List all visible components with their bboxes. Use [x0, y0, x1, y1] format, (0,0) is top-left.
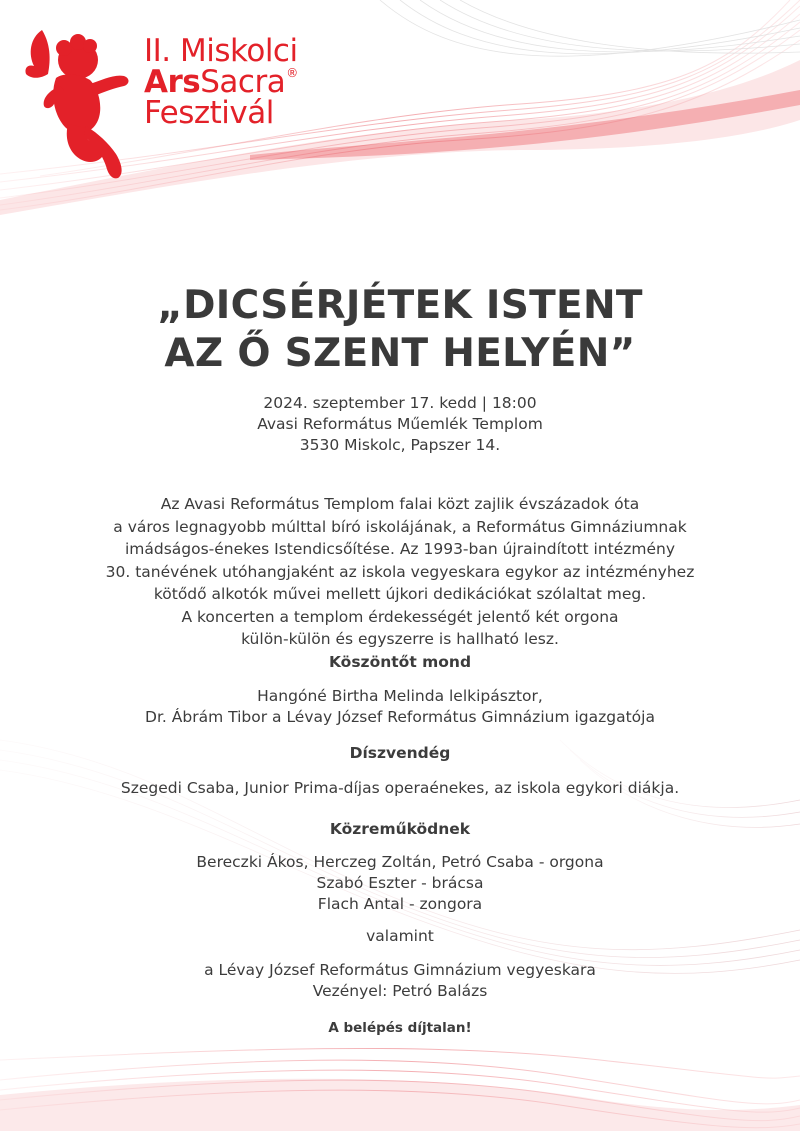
choir-line: a Lévay József Református Gimnázium vegyeskara [204, 961, 596, 979]
logo-ars: Ars [144, 64, 201, 100]
description-line: a város legnagyobb múlttal bíró iskolájának, a Református Gimnáziumnak [113, 517, 687, 536]
choir-block [0, 960, 800, 1002]
logo-wordmark [144, 33, 298, 131]
cherub-icon [20, 24, 140, 184]
performers-list [0, 852, 800, 915]
description-line: kötődő alkotók művei mellett újkori dedikációkat szólaltat meg. [153, 585, 647, 603]
free-entry-text: A belépés díjtalan! [328, 1020, 472, 1036]
description-line: külön-külön és egyszerre is hallható lesz. [241, 630, 559, 648]
performer-line: Flach Antal - zongora [317, 895, 483, 913]
event-address: 3530 Miskolc, Papszer 14. [299, 436, 501, 454]
performers-heading: Közreműködnek [329, 820, 471, 838]
event-venue: Avasi Református Műemlék Templom [257, 415, 543, 433]
festival-logo [20, 24, 340, 194]
performers-and [0, 926, 800, 947]
event-title [0, 282, 800, 378]
event-info [0, 393, 800, 456]
description-line: 30. tanévének utóhangjaként az iskola vegyeskara egykor az intézményhez [105, 562, 695, 581]
logo-line-festival: Fesztivál [144, 95, 274, 131]
logo-line-arssacra [144, 64, 298, 100]
greeting-section [0, 652, 800, 673]
description-line: A koncerten a templom érdekességét jelentő két orgona [181, 607, 619, 626]
event-datetime: 2024. szeptember 17. kedd | 18:00 [263, 394, 537, 412]
conductor-line: Vezényel: Petró Balázs [312, 982, 488, 1000]
performer-line: Bereczki Ákos, Herczeg Zoltán, Petró Csaba - orgona [196, 853, 604, 871]
logo-line-edition: II. Miskolci [144, 33, 298, 69]
event-title-line-2: AZ Ő SZENT HELYÉN” [164, 331, 636, 376]
and-text: valamint [366, 927, 434, 945]
guest-heading: Díszvendég [349, 744, 451, 762]
greeting-heading: Köszöntőt mond [328, 653, 472, 671]
registered-mark: ® [286, 66, 298, 80]
performer-line: Szabó Eszter - brácsa [316, 874, 484, 892]
description-line: Az Avasi Református Templom falai közt zajlik évszázadok óta [160, 495, 640, 513]
guest-line-wrap [0, 778, 800, 799]
entry-note [0, 1018, 800, 1039]
guest-section [0, 743, 800, 764]
greeting-speaker: Dr. Ábrám Tibor a Lévay József Református Gimnázium igazgatója [145, 708, 655, 726]
greeting-speakers [0, 686, 800, 728]
event-title-line-1: „DICSÉRJÉTEK ISTENT [157, 283, 643, 328]
greeting-speaker: Hangóné Birtha Melinda lelkipásztor, [257, 687, 543, 705]
logo-sacra: Sacra [200, 64, 286, 100]
performers-section [0, 819, 800, 840]
guest-line: Szegedi Csaba, Junior Prima-díjas operaénekes, az iskola egykori diákja. [120, 779, 680, 797]
event-description [0, 493, 800, 651]
description-line: imádságos-énekes Istendicsőítése. Az 1993-ban újraindított intézmény [124, 540, 676, 558]
